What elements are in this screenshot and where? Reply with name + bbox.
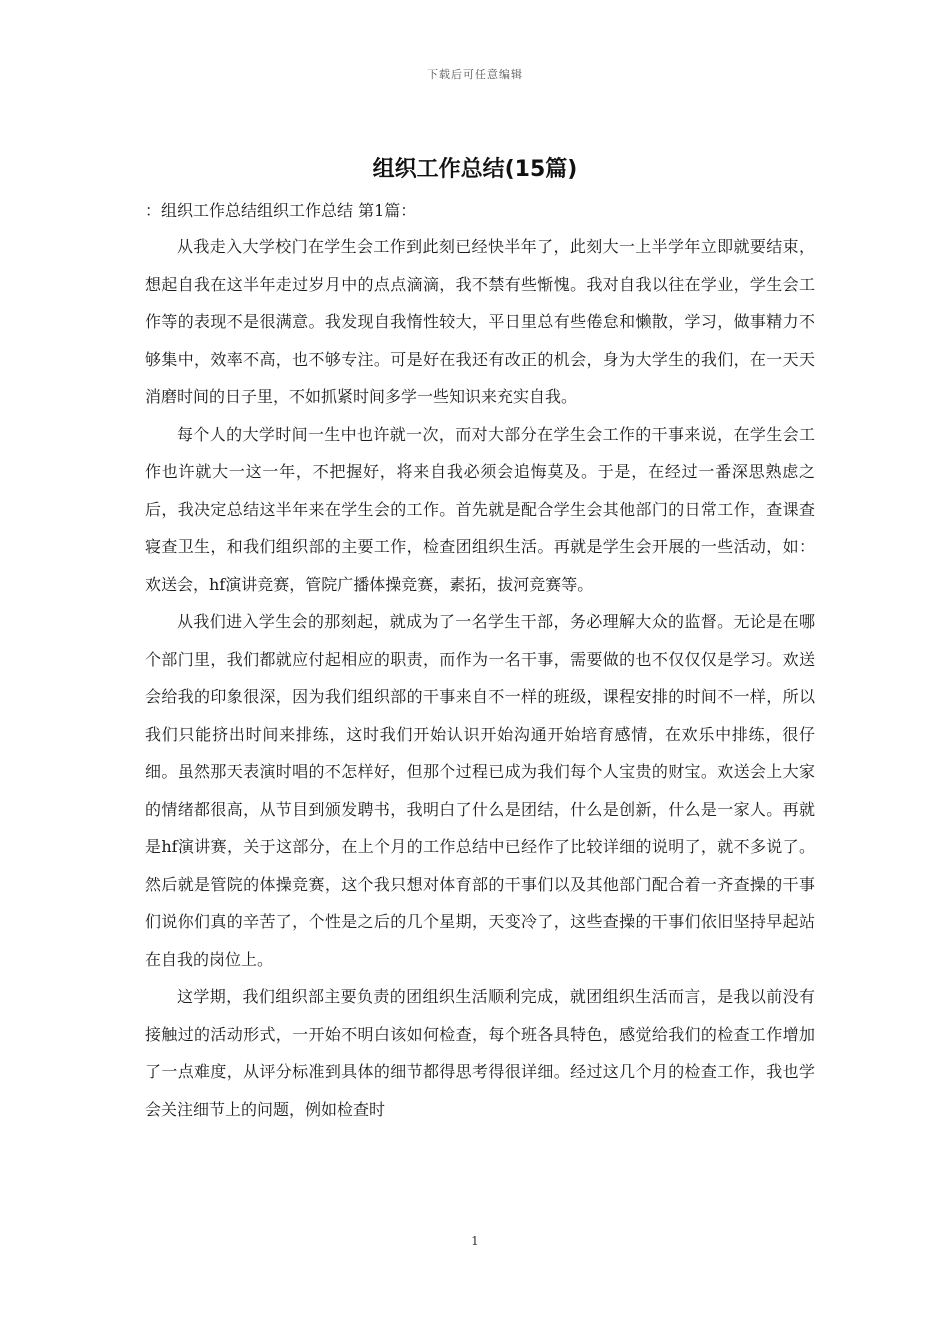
document-body — [145, 196, 815, 1128]
document-title: 组织工作总结(15篇) — [372, 157, 578, 182]
page-number: 1 — [471, 1234, 479, 1248]
paragraph-3: 从我们进入学生会的那刻起，就成为了一名学生干部，务必理解大众的监督。无论是在哪个部门里，我们都就应付起相应的职责，而作为一名干事，需要做的也不仅仅仅是学习。欢送会给我的印象很深，因为我们组织部的干事来自不一样的班级，课程安排的时间不一样，所以我们只能挤出时间来排练，这时我们开始认识开始沟通开始培育感情，在欢乐中排练，很仔细。虽然那天表演时唱的不怎样好，但那个过程已成为我们每个人宝贵的财宝。欢送会上大家的情绪都很高，从节目到颁发聘书，我明白了什么是团结，什么是创新，什么是一家人。再就是hf演讲赛，关于这部分，在上个月的工作总结中已经作了比较详细的说明了，就不多说了。然后就是管院的体操竞赛，这个我只想对体育部的干事们以及其他部门配合着一齐查操的干事们说你们真的辛苦了，个性是之后的几个星期，天变冷了，这些查操的干事们依旧坚持早起站在自我的岗位上。 — [145, 612, 815, 969]
header-note: 下载后可任意编辑 — [427, 68, 523, 81]
paragraph-1: 从我走入大学校门在学生会工作到此刻已经快半年了，此刻大一上半学年立即就要结束，想起自我在这半年走过岁月中的点点滴滴，我不禁有些惭愧。我对自我以往在学业，学生会工作等的表现不是很满意。我发现自我惰性较大，平日里总有些倦怠和懒散，学习，做事精力不够集中，效率不高，也不够专注。可是好在我还有改正的机会，身为大学生的我们，在一天天消磨时间的日子里，不如抓紧时间多学一些知识来充实自我。 — [145, 237, 815, 406]
section-subtitle: ：组织工作总结组织工作总结 第1篇： — [145, 201, 417, 220]
paragraph-4: 这学期，我们组织部主要负责的团组织生活顺利完成，就团组织生活而言，是我以前没有接触过的活动形式，一开始不明白该如何检查，每个班各具特色，感觉给我们的检查工作增加了一点难度，从评分标准到具体的细节都得思考得很详细。经过这几个月的检查工作，我也学会关注细节上的问题，例如检查时 — [145, 987, 815, 1119]
paragraph-2: 每个人的大学时间一生中也许就一次，而对大部分在学生会工作的干事来说，在学生会工作也许就大一这一年，不把握好，将来自我必须会追悔莫及。于是，在经过一番深思熟虑之后，我决定总结这半年来在学生会的工作。首先就是配合学生会其他部门的日常工作，查课查寝查卫生，和我们组织部的主要工作，检查团组织生活。再就是学生会开展的一些活动，如：欢送会，hf演讲竞赛，管院广播体操竞赛，素拓，拔河竞赛等。 — [145, 424, 815, 594]
